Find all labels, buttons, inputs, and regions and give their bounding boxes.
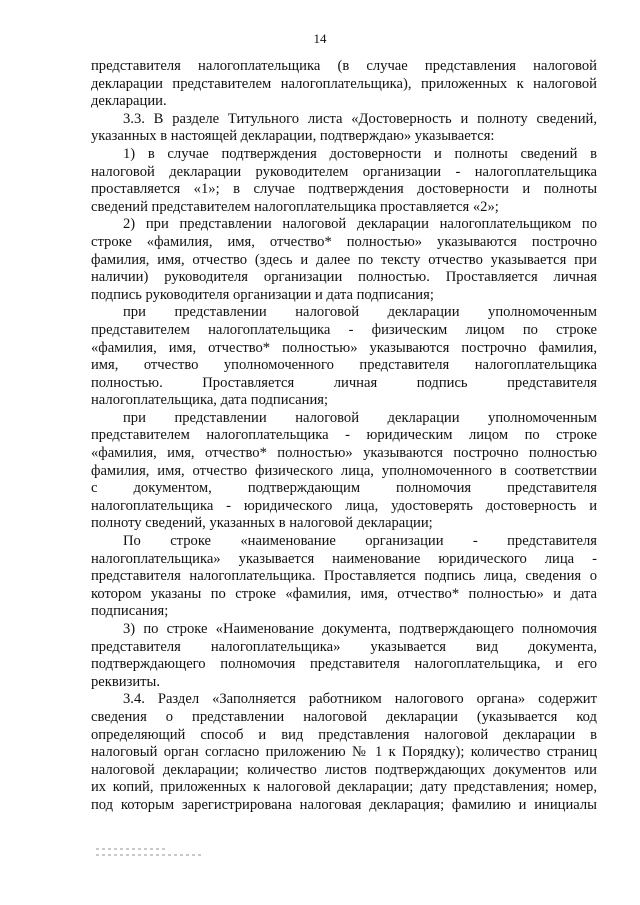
text-line: при представлении налоговой декларации уполномоченным — [123, 409, 597, 426]
text-line: представителем налогоплательщика - физическим лицом по строке — [91, 321, 597, 338]
text-line: 1) в случае подтверждения достоверности и полноты сведений в — [123, 145, 597, 162]
text-line: налоговой декларации; количество листов подтверждающих документов или — [91, 761, 597, 778]
text-line: их копий, приложенных к налоговой декларации; дату представления; номер, — [91, 779, 597, 796]
text-line: представителя налогоплательщика (в случае представления налоговой — [91, 58, 597, 74]
text-line: По строке «наименование организации - представителя — [123, 533, 597, 550]
text-line: представителя налогоплательщика. Проставляется подпись лица, сведения о — [91, 568, 597, 585]
text-line: определяющий способ и вид представления налоговой декларации в — [91, 726, 597, 743]
text-line: подтверждающего полномочия представителя налогоплательщика, и его — [91, 656, 597, 673]
text-line: при представлении налоговой декларации уполномоченным — [123, 304, 597, 321]
text-line: подпись руководителя организации и дата подписания; — [91, 286, 434, 303]
text-line: сведения о представлении налоговой декларации (указывается код — [91, 708, 597, 725]
text-line: котором указаны по строке «фамилия, имя, отчество* полностью» и дата — [91, 585, 597, 602]
text-line: «фамилия, имя, отчество* полностью» указываются построчно фамилия, — [91, 339, 597, 356]
text-line: указанных в настоящей декларации, подтверждаю» указывается: — [91, 128, 495, 145]
text-line: налоговой декларации руководителем организации - налогоплательщика — [91, 163, 597, 180]
text-line: представителем налогоплательщика - юридическим лицом по строке — [91, 427, 597, 444]
text-line: фамилия, имя, отчество (здесь и далее по тексту отчество указывается при — [91, 251, 597, 268]
text-line: имя, отчество уполномоченного представителя налогоплательщика — [91, 357, 597, 374]
text-line: сведений представителем налогоплательщика проставляется «2»; — [91, 198, 499, 215]
text-line: подписания; — [91, 603, 169, 620]
text-line: фамилия, имя, отчество физического лица, уполномоченного в соответствии — [91, 462, 597, 479]
text-line: 2) при представлении налоговой декларации налогоплательщиком по — [123, 216, 597, 233]
text-line: «фамилия, имя, отчество* полностью» указываются построчно полностью — [91, 445, 597, 462]
text-line: налогоплательщика - юридического лица, удостоверять достоверность и — [91, 497, 597, 514]
text-line: наличии) руководителя организации полностью. Проставляется личная — [91, 269, 597, 286]
text-line: 3.4. Раздел «Заполняется работником налогового органа» содержит — [123, 691, 597, 708]
text-line: 3.3. В разделе Титульного листа «Достоверность и полноту сведений, — [123, 110, 597, 127]
text-line: 3) по строке «Наименование документа, подтверждающего полномочия — [123, 621, 597, 637]
text-line: налогоплательщика» указывается наименование юридического лица - — [91, 550, 597, 567]
text-line: под которым зарегистрирована налоговая декларация; фамилию и инициалы — [91, 796, 597, 813]
text-line: налоговый орган согласно приложению № 1 к Порядку); количество страниц — [91, 744, 597, 761]
page-number: 14 — [313, 31, 327, 46]
text-line: проставляется «1»; в случае подтверждения достоверности и полноты — [91, 181, 597, 198]
faint-stamp-mark — [96, 848, 206, 862]
text-line: реквизиты. — [91, 673, 160, 690]
text-line: представителя налогоплательщика» указывается вид документа, — [91, 638, 597, 655]
text-line: декларации представителем налогоплательщика), приложенных к налоговой — [91, 75, 597, 92]
document-body — [91, 58, 597, 815]
text-line: налогоплательщика, дата подписания; — [91, 392, 329, 409]
text-line: декларации. — [91, 93, 167, 110]
text-line: с документом, подтверждающим полномочия представителя — [91, 480, 597, 497]
text-line: строке «фамилия, имя, отчество* полностью» указываются построчно — [91, 233, 597, 250]
text-line: полноту сведений, указанных в налоговой декларации; — [91, 515, 433, 532]
text-line: полностью. Проставляется личная подпись представителя — [91, 374, 597, 391]
